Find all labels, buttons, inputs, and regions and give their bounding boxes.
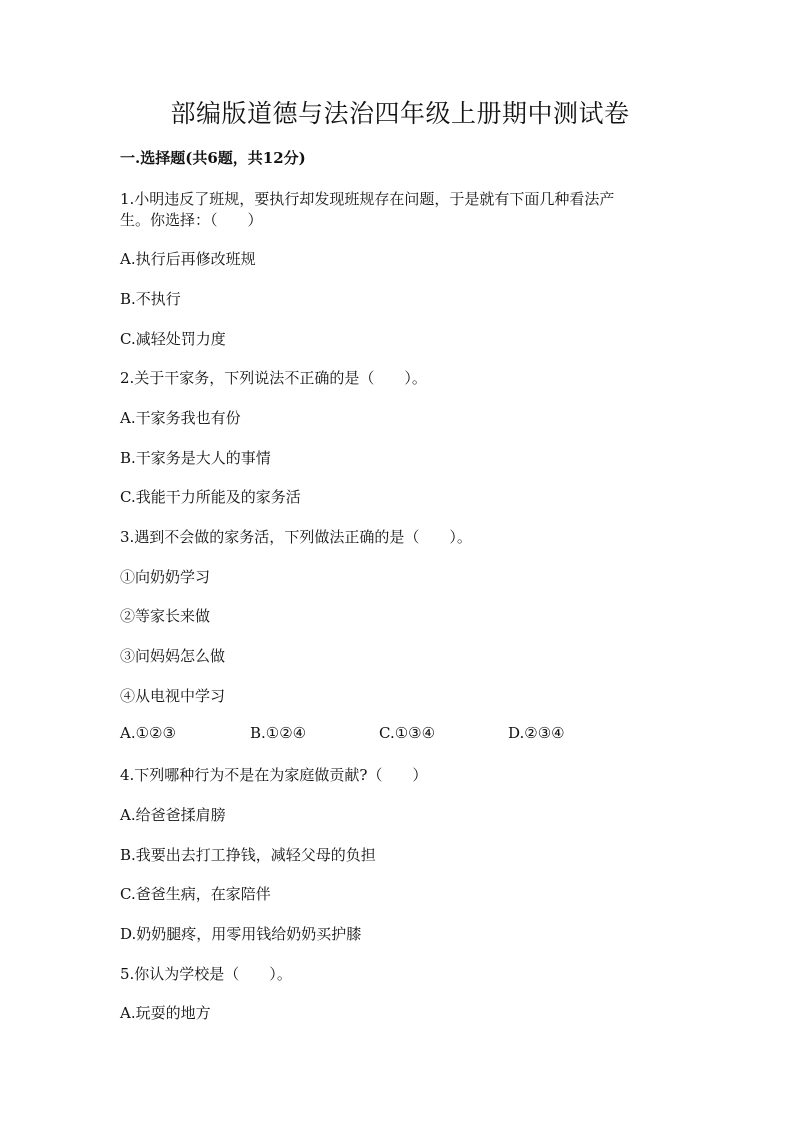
question-3-stem: 3.遇到不会做的家务活，下列做法正确的是（ ）。 [120, 528, 472, 546]
question-4-option-b: B.我要出去打工挣钱，减轻父母的负担 [120, 846, 376, 864]
question-4-option-a: A.给爸爸揉肩膀 [120, 806, 226, 824]
question-1-option-a: A.执行后再修改班规 [120, 250, 256, 268]
question-4-stem: 4.下列哪种行为不是在为家庭做贡献?（ ） [120, 766, 428, 784]
question-4-option-c: C.爸爸生病，在家陪伴 [120, 885, 271, 903]
question-2-option-b: B.干家务是大人的事情 [120, 449, 271, 467]
question-3-item-2: ②等家长来做 [120, 607, 211, 625]
question-3-choice-c: C.①③④ [379, 724, 436, 742]
question-1-stem-line-2: 生。你选择：（ ） [120, 211, 263, 229]
question-2-stem: 2.关于干家务，下列说法不正确的是（ ）。 [120, 369, 427, 387]
question-5-stem: 5.你认为学校是（ ）。 [120, 965, 292, 983]
question-4-option-d: D.奶奶腿疼，用零用钱给奶奶买护膝 [120, 925, 362, 943]
question-3-choice-a: A.①②③ [120, 724, 176, 742]
question-2-option-c: C.我能干力所能及的家务活 [120, 488, 301, 506]
question-3-choice-d: D.②③④ [508, 724, 565, 742]
question-1-option-b: B.不执行 [120, 290, 181, 308]
question-1-stem-line-1: 1.小明违反了班规，要执行却发现班规存在问题，于是就有下面几种看法产 [120, 190, 615, 208]
question-3-choice-b: B.①②④ [250, 724, 307, 742]
question-2-option-a: A.干家务我也有份 [120, 409, 241, 427]
question-1-option-c: C.减轻处罚力度 [120, 330, 226, 348]
question-3-item-3: ③问妈妈怎么做 [120, 647, 226, 665]
page-title: 部编版道德与法治四年级上册期中测试卷 [170, 99, 630, 128]
question-5-option-a: A.玩耍的地方 [120, 1004, 211, 1022]
section-header: 一.选择题(共6题，共12分) [120, 149, 306, 167]
question-3-item-1: ①向奶奶学习 [120, 568, 211, 586]
question-3-item-4: ④从电视中学习 [120, 687, 226, 705]
